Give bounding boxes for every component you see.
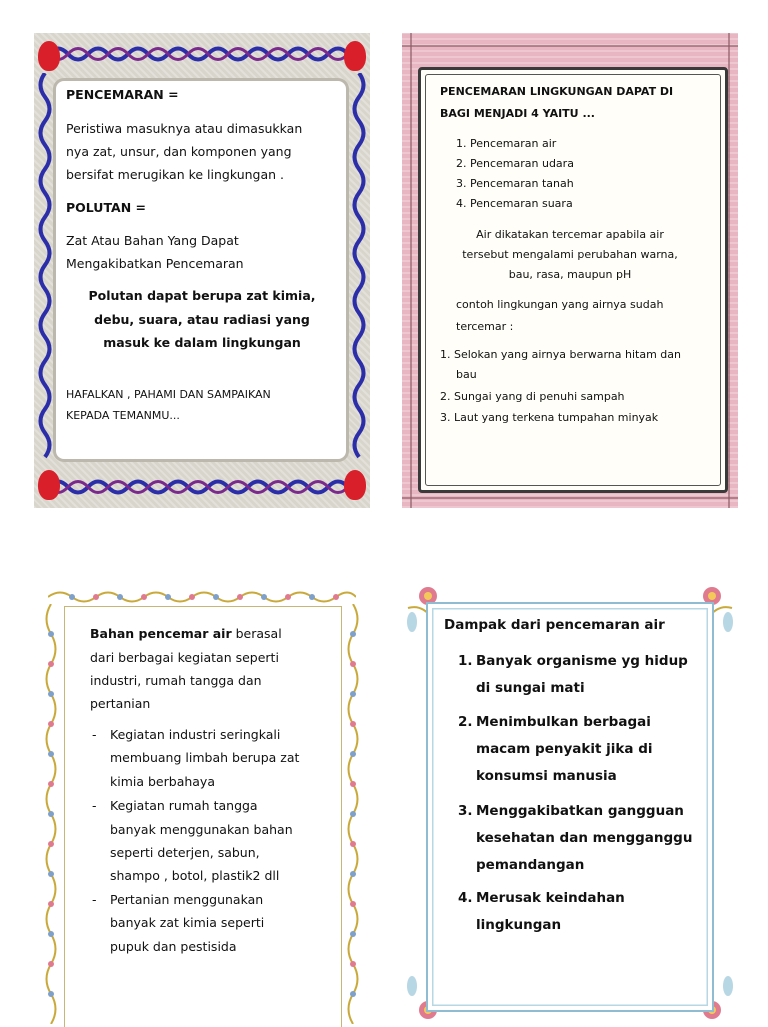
bullet-dash: -: [92, 798, 97, 813]
item-line: macam penyakit jika di: [476, 741, 653, 757]
heart-icon: [38, 470, 60, 500]
footer-line: KEPADA TEMANMU...: [66, 409, 180, 422]
bullet-line: Kegiatan rumah tangga: [110, 798, 258, 813]
polutan-bold-line: Polutan dapat berupa zat kimia,: [88, 288, 316, 303]
item-number: 4.: [458, 890, 473, 906]
air-line: bau, rasa, maupun pH: [508, 268, 632, 281]
vine-border-right: [344, 604, 362, 1024]
type-item: 2. Pencemaran udara: [456, 157, 574, 170]
bullet-line: seperti deterjen, sabun,: [110, 845, 260, 860]
bullet-line: banyak menggunakan bahan: [110, 822, 293, 837]
intro-first-line: [90, 622, 282, 645]
heading-pencemaran: PENCEMARAN =: [66, 87, 179, 102]
card-jenis-pencemaran: [402, 33, 738, 508]
item-number: 1.: [458, 653, 473, 669]
item-number: 2.: [458, 714, 473, 730]
heart-icon: [38, 41, 60, 71]
type-item: 3. Pencemaran tanah: [456, 177, 574, 190]
wave-border-left: [36, 73, 54, 467]
item-line: pemandangan: [476, 857, 585, 873]
item-line: lingkungan: [476, 917, 562, 933]
intro-line: industri, rumah tangga dan: [90, 673, 262, 688]
card-bahan-pencemar: [34, 578, 370, 1024]
item-line: Menggakibatkan gangguan: [476, 803, 684, 819]
polutan-bold-line: debu, suara, atau radiasi yang: [94, 312, 310, 327]
example-item: 3. Laut yang terkena tumpahan minyak: [440, 411, 659, 424]
dampak-title: Dampak dari pencemaran air: [444, 617, 665, 633]
bullet-line: kimia berbahaya: [110, 774, 215, 789]
heading-polutan: POLUTAN =: [66, 200, 146, 215]
type-item: 1. Pencemaran air: [456, 137, 557, 150]
intro-bold: Bahan pencemar air: [90, 626, 232, 641]
vine-border-top: [48, 588, 356, 606]
item-line: konsumsi manusia: [476, 768, 617, 784]
vine-border-left: [42, 604, 60, 1024]
item-line: di sungai mati: [476, 680, 585, 696]
intro-rest: berasal: [231, 626, 282, 641]
bullet-line: pupuk dan pestisida: [110, 939, 237, 954]
bullet-line: Pertanian menggunakan: [110, 892, 264, 907]
polutan-line: Zat Atau Bahan Yang Dapat: [66, 233, 239, 248]
title-line: BAGI MENJADI 4 YAITU ...: [440, 107, 595, 120]
item-line: kesehatan dan mengganggu: [476, 830, 693, 846]
wave-border-top: [48, 41, 356, 67]
air-line: tersebut mengalami perubahan warna,: [462, 248, 678, 261]
item-line: Banyak organisme yg hidup: [476, 653, 688, 669]
intro-line: pertanian: [90, 696, 151, 711]
card-pencemaran-definition: [34, 33, 370, 508]
heart-icon: [344, 41, 366, 71]
item-number: 3.: [458, 803, 473, 819]
bullet-line: banyak zat kimia seperti: [110, 915, 265, 930]
definition-line: nya zat, unsur, dan komponen yang: [66, 144, 292, 159]
bullet-dash: -: [92, 727, 97, 742]
wave-border-right: [350, 73, 368, 467]
definition-line: Peristiwa masuknya atau dimasukkan: [66, 121, 303, 136]
bullet-dash: -: [92, 892, 97, 907]
heart-icon: [344, 470, 366, 500]
card-dampak-pencemaran: [402, 578, 738, 1024]
bullet-line: shampo , botol, plastik2 dll: [110, 868, 280, 883]
title-line: PENCEMARAN LINGKUNGAN DAPAT DI: [440, 85, 674, 98]
definition-line: bersifat merugikan ke lingkungan .: [66, 167, 285, 182]
example-item: 2. Sungai yang di penuhi sampah: [440, 390, 625, 403]
intro-line: dari berbagai kegiatan seperti: [90, 650, 279, 665]
type-item: 4. Pencemaran suara: [456, 197, 573, 210]
air-line: Air dikatakan tercemar apabila air: [476, 228, 664, 241]
example-item: 1. Selokan yang airnya berwarna hitam dan: [440, 348, 681, 361]
example-intro-line: tercemar :: [456, 320, 514, 333]
example-intro-line: contoh lingkungan yang airnya sudah: [456, 298, 664, 311]
wave-border-bottom: [48, 474, 356, 500]
footer-line: HAFALKAN , PAHAMI DAN SAMPAIKAN: [66, 388, 271, 401]
item-line: Menimbulkan berbagai: [476, 714, 651, 730]
example-item: bau: [456, 368, 477, 381]
bullet-line: Kegiatan industri seringkali: [110, 727, 281, 742]
item-line: Merusak keindahan: [476, 890, 625, 906]
frame-stripe: [402, 497, 738, 499]
polutan-line: Mengakibatkan Pencemaran: [66, 256, 244, 271]
polutan-bold-line: masuk ke dalam lingkungan: [103, 335, 301, 350]
bullet-line: membuang limbah berupa zat: [110, 750, 300, 765]
frame-stripe: [402, 45, 738, 47]
